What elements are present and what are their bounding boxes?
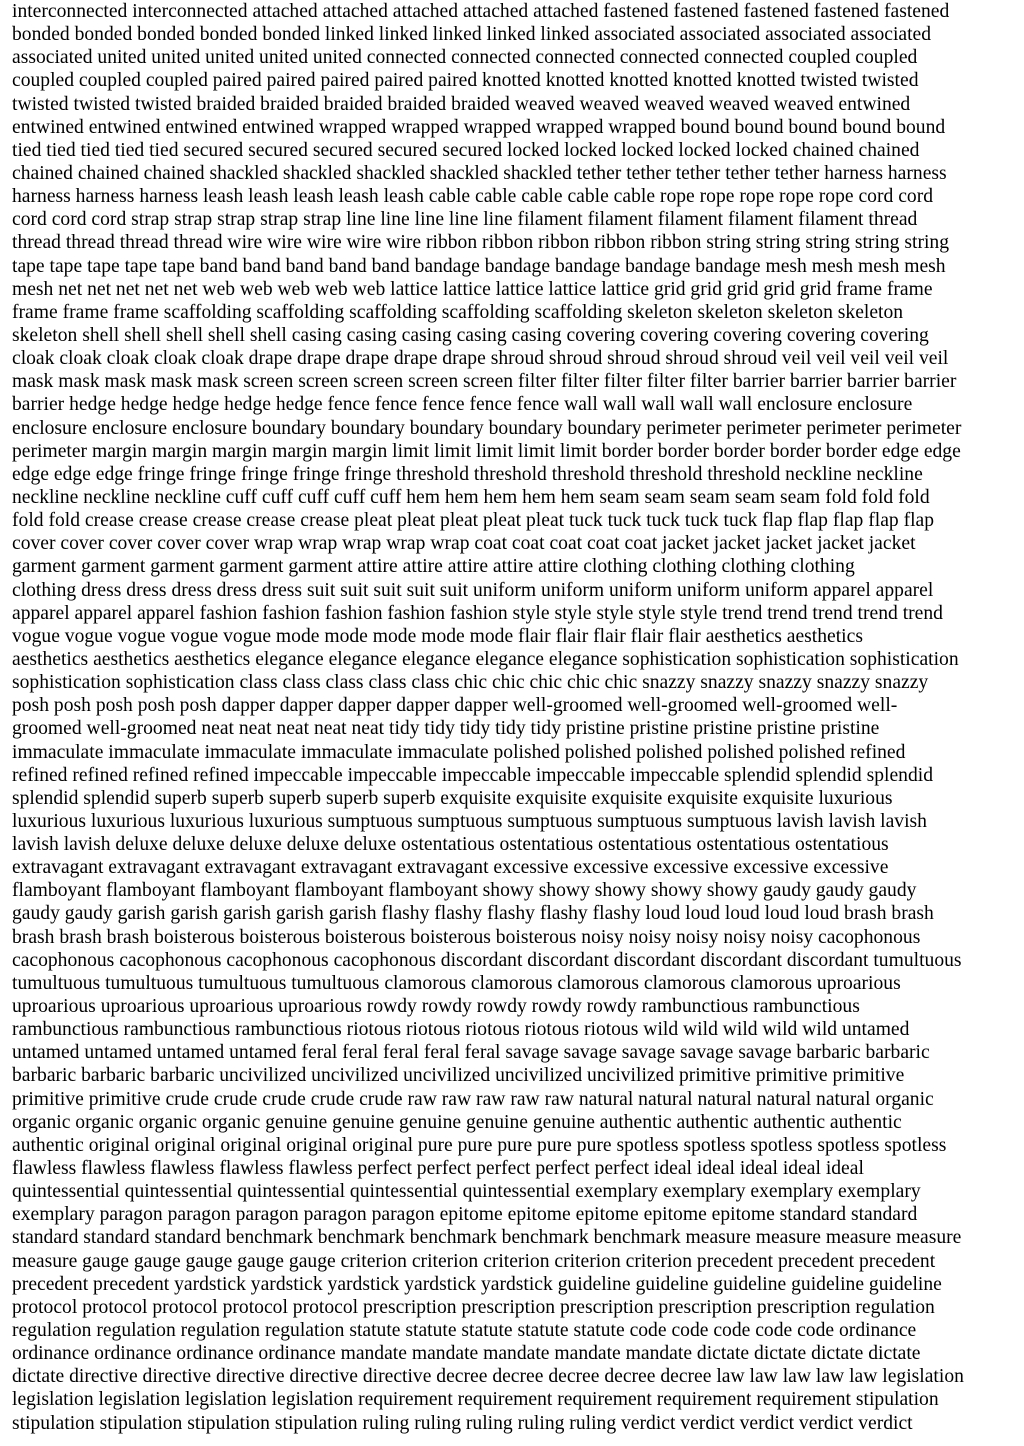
text-line: neckline neckline neckline cuff cuff cuff cuff cuff hem hem hem hem hem seam seam seam seam seam fold fold fold [12,486,930,508]
text-line: perimeter margin margin margin margin margin limit limit limit limit limit border border border border border edge edge [12,440,961,462]
text-line: stipulation stipulation stipulation stipulation ruling ruling ruling ruling ruling verdict verdict verdict verdict verdict [12,1412,913,1434]
text-line: uproarious uproarious uproarious uproarious rowdy rowdy rowdy rowdy rowdy rambunctious rambunctious [12,996,860,1018]
text-line: sophistication sophistication class class class class class chic chic chic chic chic snazzy snazzy snazzy snazzy snazzy [12,672,929,694]
text-line: legislation legislation legislation legislation requirement requirement requirement requirement requirement stipulation [12,1389,939,1411]
text-line: tumultuous tumultuous tumultuous tumultuous clamorous clamorous clamorous clamorous clamorous uproarious [12,972,901,994]
text-line: primitive primitive crude crude crude crude crude raw raw raw raw raw natural natural natural natural natural organic [12,1088,934,1110]
text-line: splendid splendid superb superb superb superb superb exquisite exquisite exquisite exquisite exquisite luxurious [12,787,893,809]
document-page [12,0,1016,1446]
text-line: coupled coupled coupled paired paired paired paired paired knotted knotted knotted knotted knotted twisted twisted [12,70,919,92]
text-line: immaculate immaculate immaculate immaculate immaculate polished polished polished polished polished refined [12,741,906,763]
text-line [12,1435,1016,1446]
text-line: gaudy gaudy garish garish garish garish garish flashy flashy flashy flashy flashy loud loud loud loud loud brash brash [12,903,934,925]
text-line: thread thread thread thread wire wire wire wire wire ribbon ribbon ribbon ribbon ribbon string string string string string [12,232,950,254]
text-line: measure gauge gauge gauge gauge gauge criterion criterion criterion criterion criterion precedent precedent precedent [12,1250,936,1272]
text-line: protocol protocol protocol protocol protocol prescription prescription prescription prescription prescription regulation [12,1296,935,1318]
text-line: authentic original original original original original pure pure pure pure pure spotless spotless spotless spotless spotless [12,1134,947,1156]
text-line: extravagant extravagant extravagant extravagant extravagant excessive excessive excessive excessive excessive [12,857,889,879]
text-line: frame frame frame scaffolding scaffolding scaffolding scaffolding scaffolding skeleton skeleton skeleton skeleton [12,301,904,323]
text-line: twisted twisted twisted braided braided braided braided braided weaved weaved weaved weaved weaved entwined [12,93,911,115]
text-line: vogue vogue vogue vogue vogue mode mode mode mode mode flair flair flair flair flair aesthetics aesthetics [12,625,863,647]
text-line: apparel apparel apparel fashion fashion fashion fashion fashion style style style style style trend trend trend trend trend [12,602,943,624]
text-line: brash brash brash boisterous boisterous boisterous boisterous boisterous noisy noisy noisy noisy noisy cacophonous [12,926,921,948]
text-line: interconnected interconnected attached attached attached attached attached fastened fastened fastened fastened fastened [12,1,950,22]
text-line: fold fold crease crease crease crease crease pleat pleat pleat pleat pleat tuck tuck tuck tuck tuck flap flap flap flap flap [12,510,935,532]
text-line: enclosure enclosure enclosure boundary boundary boundary boundary boundary perimeter perimeter perimeter perimeter [12,417,962,439]
text-line: mask mask mask mask mask screen screen screen screen screen filter filter filter filter filter barrier barrier barrier barrier [12,371,957,393]
text-line: exemplary paragon paragon paragon paragon paragon epitome epitome epitome epitome epitome standard standard [12,1204,918,1226]
text-line: flawless flawless flawless flawless flawless perfect perfect perfect perfect perfect ideal ideal ideal ideal ideal [12,1158,864,1180]
text-line: ordinance ordinance ordinance ordinance mandate mandate mandate mandate mandate dictate dictate dictate dictate [12,1343,921,1365]
text-line: precedent precedent yardstick yardstick yardstick yardstick yardstick guideline guideline guideline guideline guideline [12,1273,942,1295]
text-line: edge edge edge fringe fringe fringe fringe fringe threshold threshold threshold threshold threshold neckline neckline [12,463,923,485]
text-line: posh posh posh posh posh dapper dapper dapper dapper dapper well-groomed well-groomed well-groomed well- [12,695,898,717]
text-line: quintessential quintessential quintessential quintessential quintessential exemplary exemplary exemplary exemplary [12,1181,921,1203]
text-line: tied tied tied tied tied secured secured secured secured secured locked locked locked locked locked chained chained [12,139,920,161]
text-line: barbaric barbaric barbaric uncivilized uncivilized uncivilized uncivilized uncivilized primitive primitive primitive [12,1065,905,1087]
text-line: luxurious luxurious luxurious luxurious sumptuous sumptuous sumptuous sumptuous sumptuous lavish lavish lavish [12,810,927,832]
text-line: lavish lavish deluxe deluxe deluxe deluxe deluxe ostentatious ostentatious ostentatious ostentatious ostentatious [12,834,889,856]
text-line: skeleton shell shell shell shell shell casing casing casing casing casing covering covering covering covering covering [12,324,929,346]
text-line: bonded bonded bonded bonded bonded linked linked linked linked linked associated associated associated associated [12,24,932,46]
text-line: refined refined refined refined impeccable impeccable impeccable impeccable impeccable splendid splendid splendid [12,764,934,786]
text-line: cord cord cord strap strap strap strap strap line line line line line filament filament filament filament filament thread [12,209,918,231]
text-line: cloak cloak cloak cloak cloak drape drape drape drape drape shroud shroud shroud shroud shroud veil veil veil veil veil [12,348,949,370]
text-line: garment garment garment garment garment attire attire attire attire attire clothing clothing clothing clothing [12,556,855,578]
text-line: flamboyant flamboyant flamboyant flamboyant flamboyant showy showy showy showy showy gaudy gaudy gaudy [12,880,917,902]
text-line: barrier hedge hedge hedge hedge hedge fence fence fence fence fence wall wall wall wall wall enclosure enclosure [12,394,913,416]
text-line: organic organic organic organic genuine genuine genuine genuine genuine authentic authentic authentic authentic [12,1111,902,1133]
text-line: entwined entwined entwined entwined wrapped wrapped wrapped wrapped wrapped bound bound bound bound bound [12,116,946,138]
text-line: cacophonous cacophonous cacophonous cacophonous discordant discordant discordant discordant discordant tumultuous [12,949,962,971]
text-line: clothing dress dress dress dress dress suit suit suit suit suit uniform uniform uniform uniform uniform apparel apparel [12,579,934,601]
text-line: regulation regulation regulation regulation statute statute statute statute statute code code code code code ordinance [12,1320,917,1342]
text-line: tape tape tape tape tape band band band band band bandage bandage bandage bandage bandage mesh mesh mesh mesh [12,255,946,277]
text-line: mesh net net net net net web web web web web lattice lattice lattice lattice lattice grid grid grid grid grid frame frame [12,278,933,300]
text-line: groomed well-groomed neat neat neat neat neat tidy tidy tidy tidy tidy pristine pristine pristine pristine pristine [12,718,880,740]
text-line: standard standard standard benchmark benchmark benchmark benchmark benchmark measure measure measure measure [12,1227,962,1249]
text-line: rambunctious rambunctious rambunctious riotous riotous riotous riotous riotous wild wild wild wild wild untamed [12,1019,910,1041]
text-line: harness harness harness leash leash leash leash leash cable cable cable cable cable rope rope rope rope rope cord cord [12,186,934,208]
text-line: dictate directive directive directive directive directive decree decree decree decree decree law law law law law legislation [12,1366,964,1388]
text-line: associated united united united united united connected connected connected connected connected coupled coupled [12,47,918,69]
text-line: cover cover cover cover cover wrap wrap wrap wrap wrap coat coat coat coat coat jacket jacket jacket jacket jacket [12,533,916,555]
text-line: aesthetics aesthetics aesthetics elegance elegance elegance elegance elegance sophistication sophistication sophistication [12,648,959,670]
text-line: untamed untamed untamed untamed feral feral feral feral feral savage savage savage savage savage barbaric barbaric [12,1042,930,1064]
text-line: chained chained chained shackled shackled shackled shackled shackled tether tether tether tether tether harness harness [12,162,947,184]
